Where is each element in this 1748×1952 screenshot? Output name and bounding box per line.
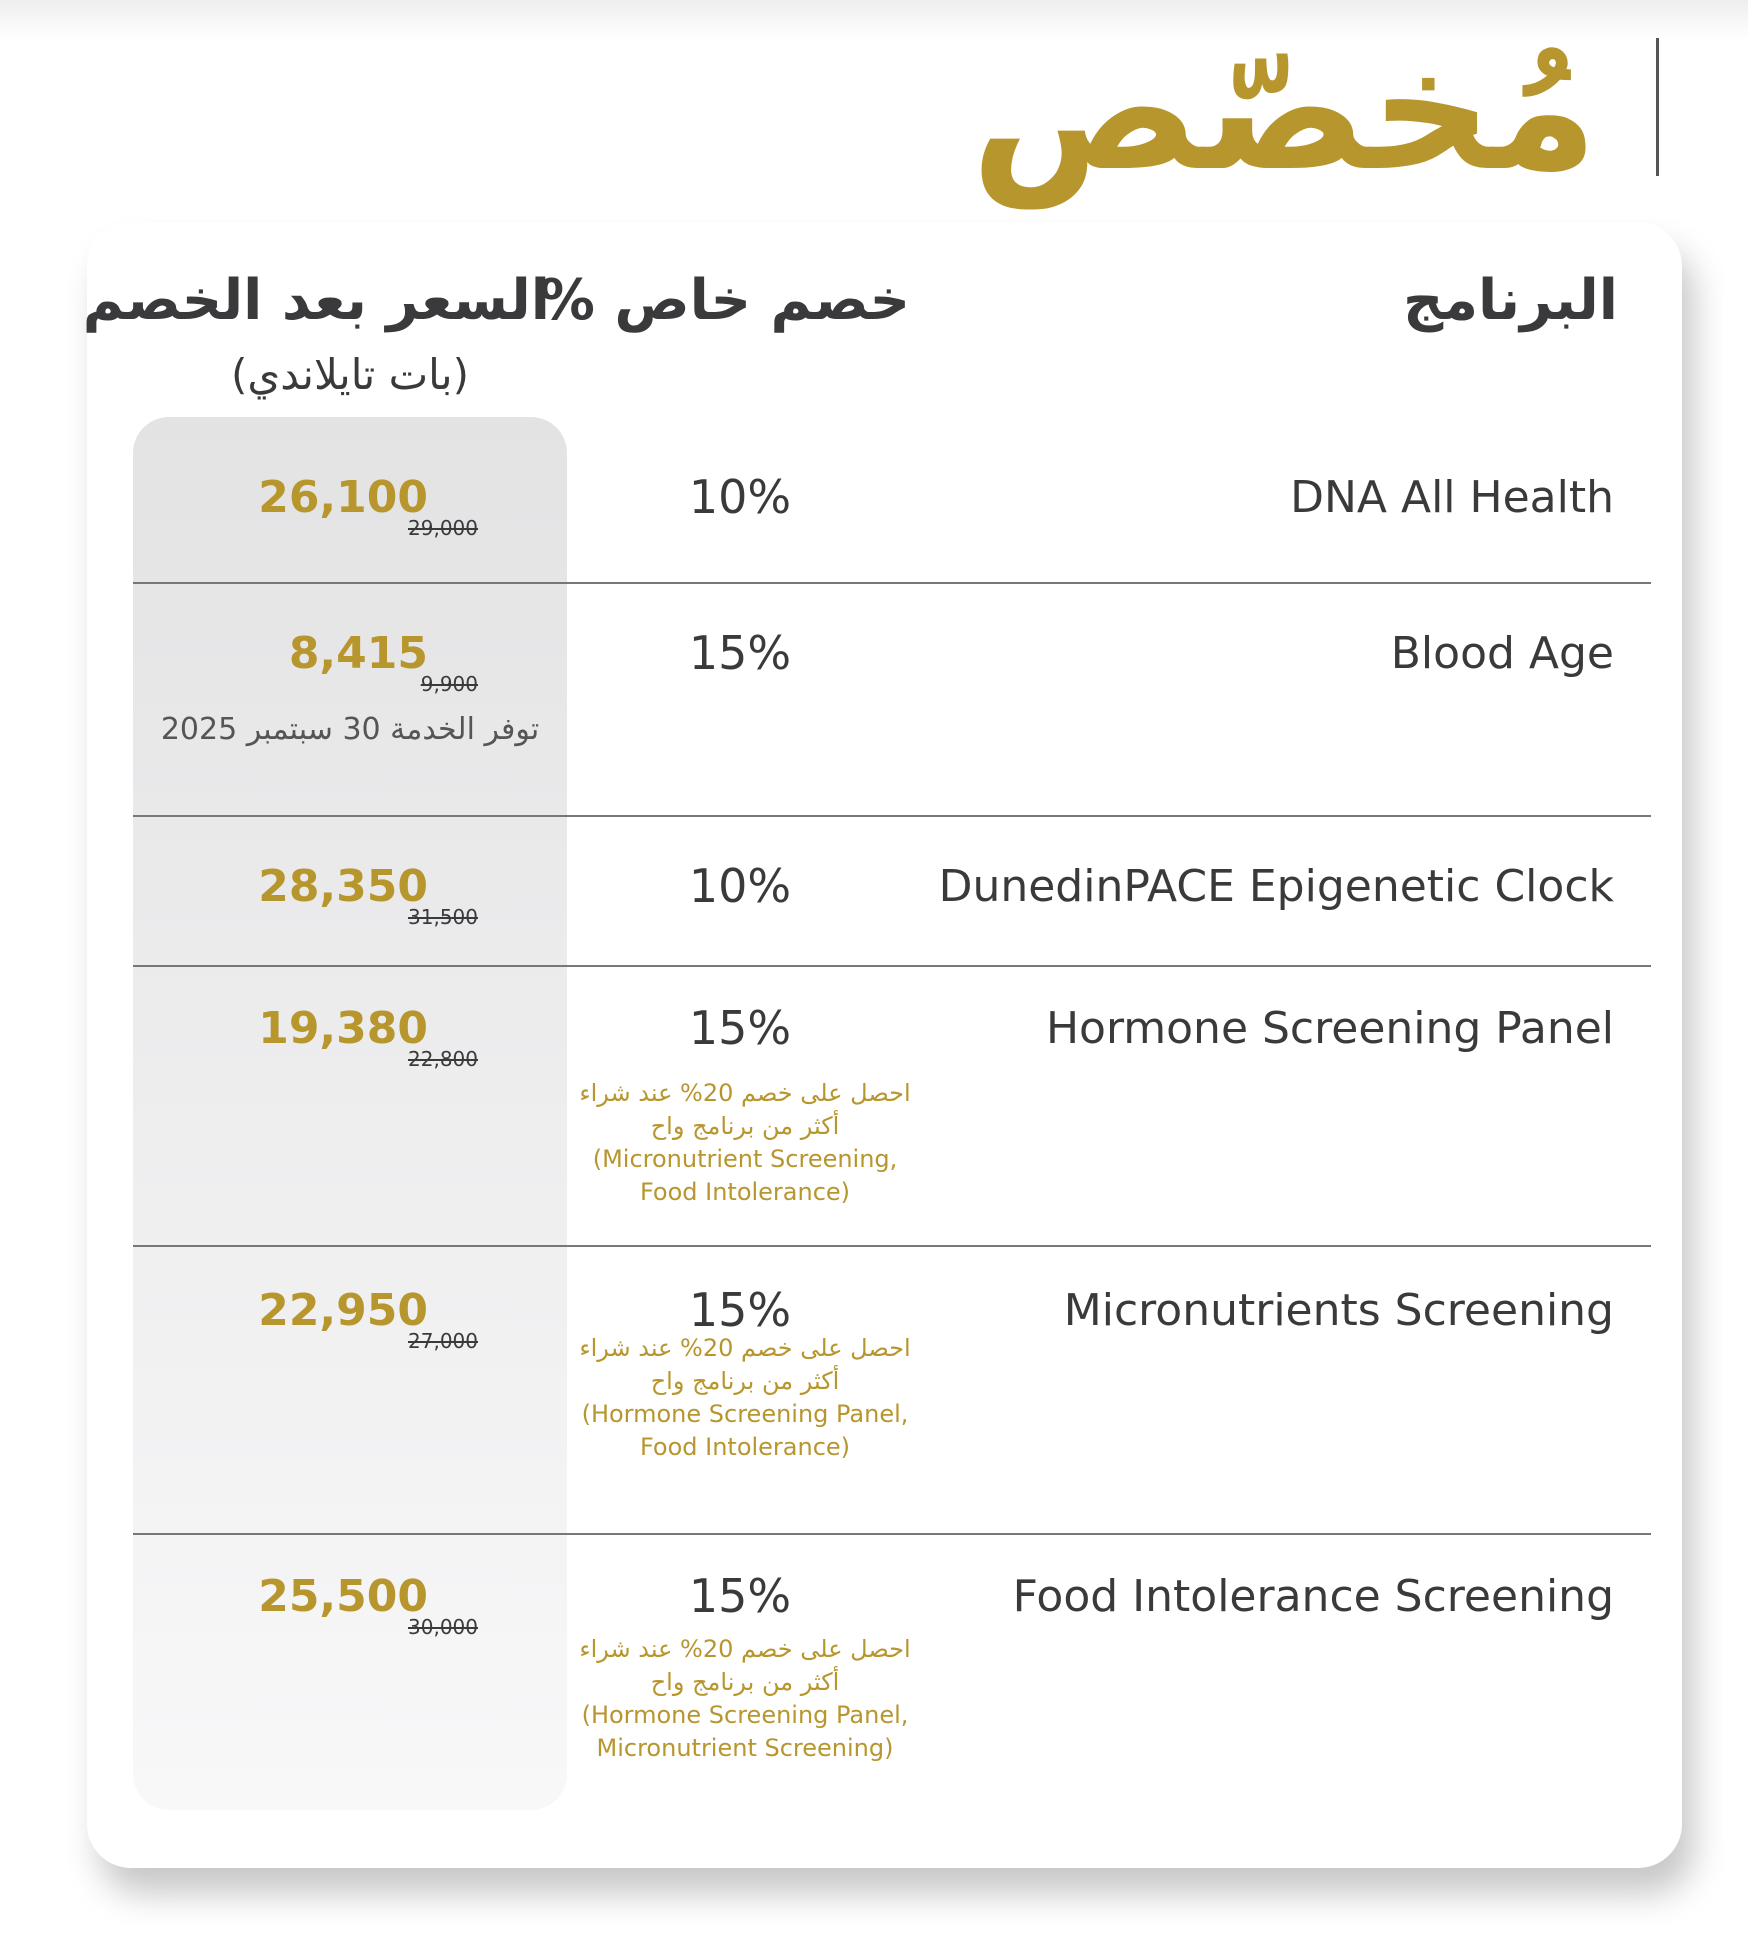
page-title: مُخصّص (970, 11, 1598, 209)
row-program-name: DNA All Health (1290, 472, 1614, 523)
row-price: 28,350 (258, 861, 428, 912)
promo-line: Food Intolerance) (639, 1433, 851, 1461)
row-promo (560, 1633, 930, 1765)
header-program: البرنامج (1402, 268, 1618, 333)
row-divider (133, 582, 1651, 584)
row-divider (133, 1533, 1651, 1535)
row-program-name: Micronutrients Screening (1063, 1285, 1614, 1336)
row-original-price: 31,500 (408, 905, 478, 929)
row-price: 26,100 (258, 472, 428, 523)
promo-line: أكثر من برنامج واح (650, 1367, 840, 1395)
row-divider (133, 815, 1651, 817)
row-divider (133, 965, 1651, 967)
promo-line: احصل على خصم 20% عند شراء (579, 1079, 911, 1107)
title-divider (1656, 38, 1659, 176)
row-original-price: 27,000 (408, 1329, 478, 1353)
row-original-price: 22,800 (408, 1047, 478, 1071)
row-promo (560, 1332, 930, 1464)
row-price: 8,415 (288, 628, 428, 679)
promo-line: (Hormone Screening Panel, (581, 1701, 909, 1729)
row-price: 19,380 (258, 1003, 428, 1054)
promo-line: Micronutrient Screening) (596, 1734, 894, 1762)
row-program-name: Food Intolerance Screening (1012, 1571, 1614, 1622)
header-currency: (بات تايلاندي) (231, 350, 469, 399)
promo-line: أكثر من برنامج واح (650, 1668, 840, 1696)
row-discount: 15% (688, 626, 792, 680)
promo-line: (Hormone Screening Panel, (581, 1400, 909, 1428)
promo-line: احصل على خصم 20% عند شراء (579, 1334, 911, 1362)
row-price: 25,500 (258, 1571, 428, 1622)
promo-line: Food Intolerance) (639, 1178, 851, 1206)
row-discount: 15% (688, 1001, 792, 1055)
row-price: 22,950 (258, 1285, 428, 1336)
row-original-price: 30,000 (408, 1615, 478, 1639)
row-discount: 15% (688, 1569, 792, 1623)
row-discount: 10% (688, 470, 792, 524)
row-program-name: Blood Age (1390, 628, 1614, 679)
promo-line: احصل على خصم 20% عند شراء (579, 1635, 911, 1663)
row-availability-note: توفر الخدمة 30 سبتمبر 2025 (160, 712, 540, 747)
row-divider (133, 1245, 1651, 1247)
promo-line: أكثر من برنامج واح (650, 1112, 840, 1140)
row-promo (560, 1077, 930, 1209)
header-discount: خصم خاص % (538, 268, 910, 333)
row-discount: 10% (688, 859, 792, 913)
row-original-price: 9,900 (420, 672, 478, 696)
row-original-price: 29,000 (408, 516, 478, 540)
row-discount: 15% (688, 1283, 792, 1337)
header-price: السعر بعد الخصم (82, 268, 550, 333)
row-program-name: Hormone Screening Panel (1045, 1003, 1614, 1054)
promo-line: (Micronutrient Screening, (592, 1145, 898, 1173)
row-program-name: DunedinPACE Epigenetic Clock (938, 861, 1614, 912)
